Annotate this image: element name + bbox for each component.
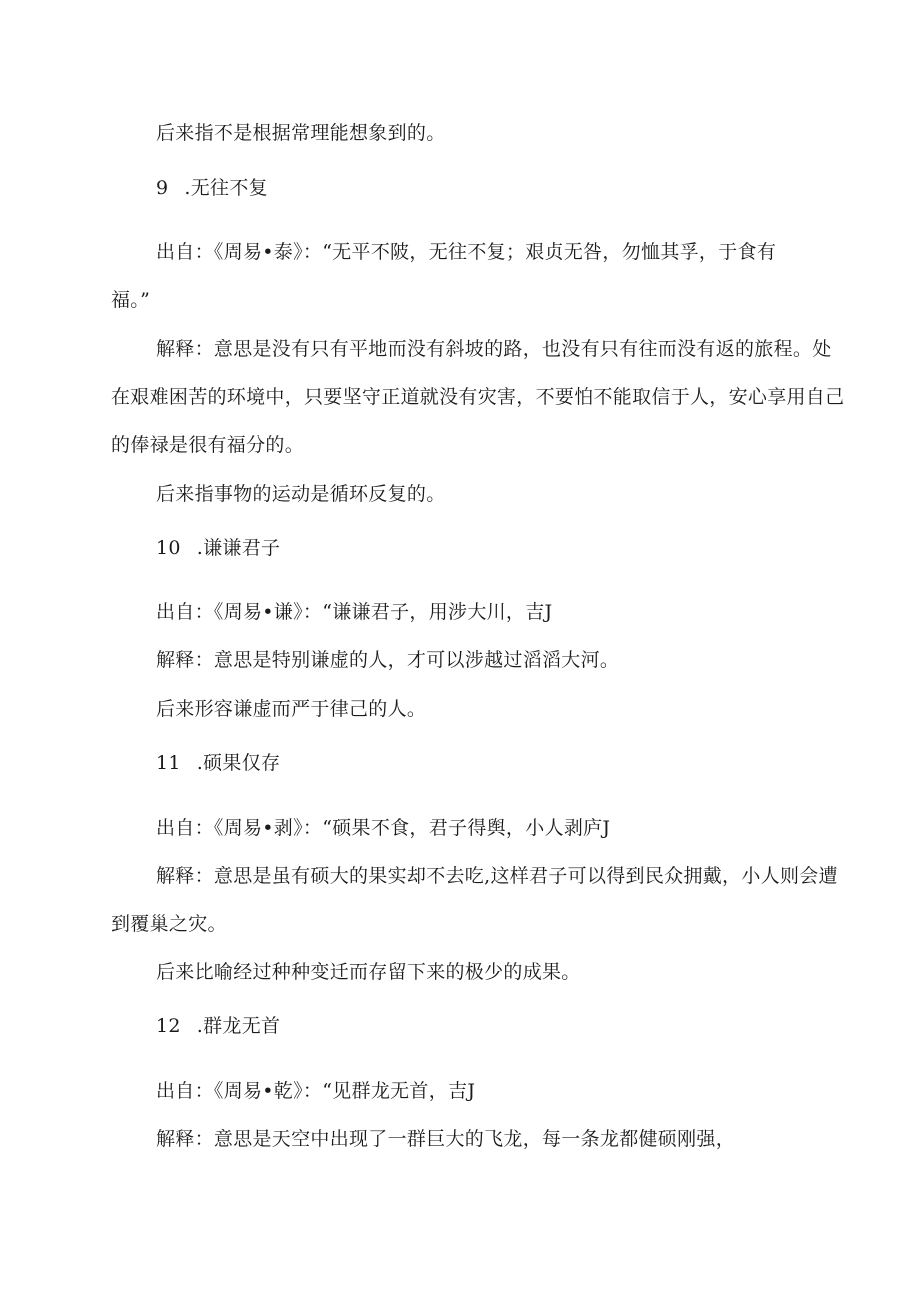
section-number: 11: [156, 752, 181, 774]
paragraph-meaning: 后来指事物的运动是循环反复的。: [156, 483, 446, 505]
source-citation: 出自：《周易•剥》：“硕果不食，君子得舆，小人剥庐J: [156, 817, 611, 839]
section-number: 12: [156, 1015, 181, 1037]
explanation-continued: 在艰难困苦的环境中，只要坚守正道就没有灾害，不要怕不能取信于人，安心享用自己: [111, 386, 845, 408]
section-heading-9: [156, 176, 268, 200]
explanation: 解释：意思是特别谦虚的人，才可以涉越过滔滔大河。: [156, 649, 620, 671]
section-heading-12: [156, 1014, 280, 1038]
explanation: 解释：意思是没有只有平地而没有斜坡的路，也没有只有往而没有返的旅程。处: [156, 338, 832, 360]
section-title: .无往不复: [184, 177, 268, 199]
explanation-continued: 的俸禄是很有福分的。: [111, 434, 305, 456]
source-citation: 出自：《周易•泰》：“无平不陂，无往不复；艰贞无咎，勿恤其孚，于食有: [156, 241, 777, 263]
explanation-continued: 到覆巢之灾。: [111, 913, 227, 935]
paragraph-meaning: 后来形容谦虚而严于律己的人。: [156, 698, 427, 720]
paragraph-meaning: 后来比喻经过种种变迁而存留下来的极少的成果。: [156, 961, 581, 983]
source-citation: 出自：《周易•乾》：“见群龙无首，吉J: [156, 1080, 476, 1102]
section-heading-10: [156, 536, 280, 560]
section-title: .谦谦君子: [196, 537, 281, 559]
section-title: .硕果仅存: [196, 752, 281, 774]
explanation: 解释：意思是虽有硕大的果实却不去吃,这样君子可以得到民众拥戴，小人则会遭: [156, 865, 838, 887]
section-number: 10: [156, 537, 181, 559]
section-title: .群龙无首: [196, 1015, 281, 1037]
section-number: 9: [156, 177, 169, 199]
source-citation-continued: 福。”: [111, 289, 151, 311]
section-heading-11: [156, 751, 280, 775]
explanation: 解释：意思是天空中出现了一群巨大的飞龙，每一条龙都健硕刚强，: [156, 1128, 736, 1150]
paragraph-meaning: 后来指不是根据常理能想象到的。: [156, 122, 446, 144]
source-citation: 出自：《周易•谦》：“谦谦君子，用涉大川，吉J: [156, 601, 553, 623]
